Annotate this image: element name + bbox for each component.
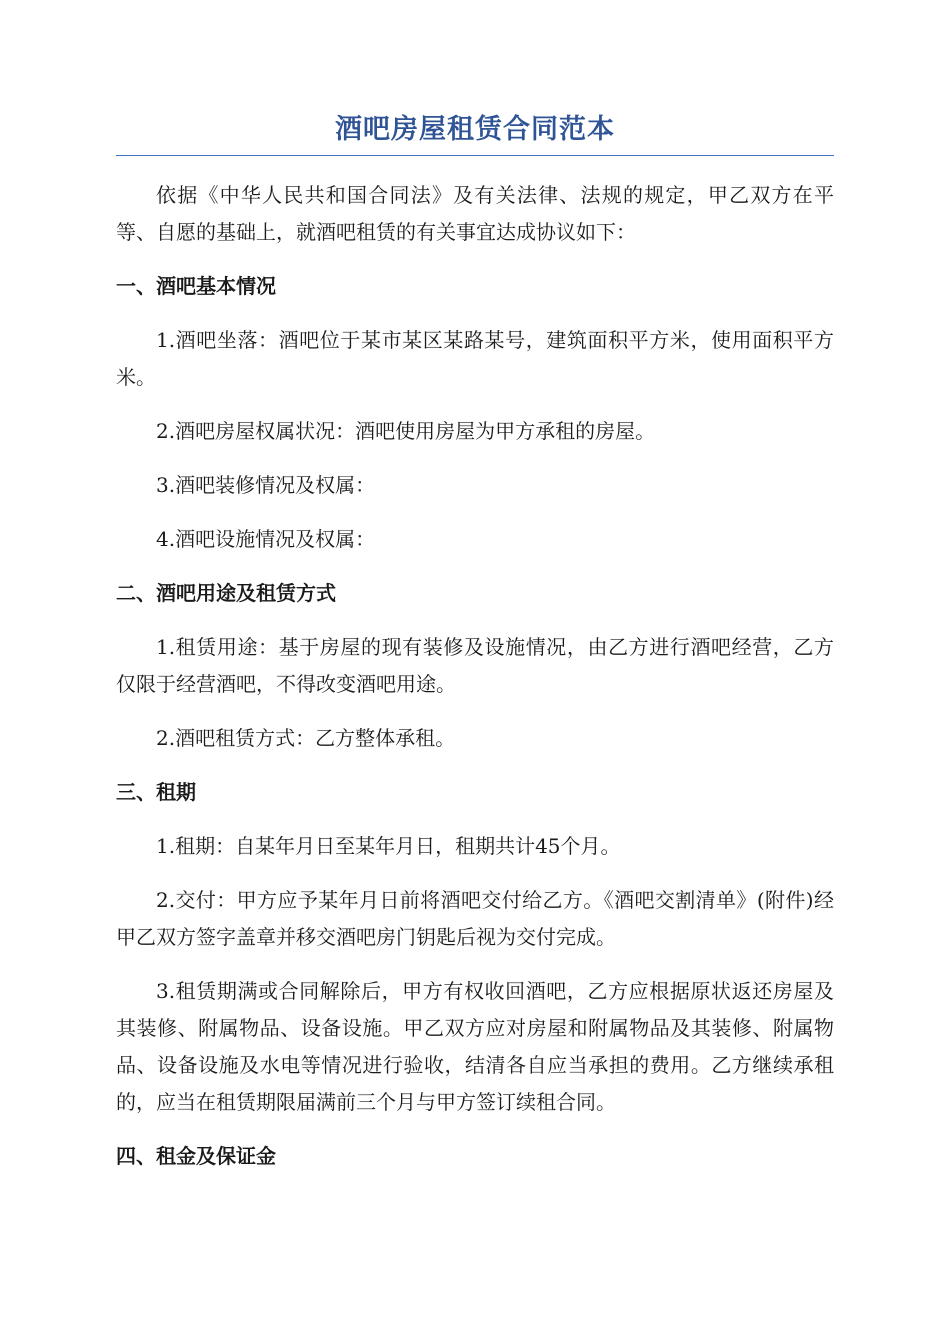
document-title: 酒吧房屋租赁合同范本 xyxy=(335,114,615,145)
section-3-item-2: 2.交付：甲方应予某年月日前将酒吧交付给乙方。《酒吧交割清单》(附件)经甲乙双方签字盖章并移交酒吧房门钥匙后视为交付完成。 xyxy=(116,888,834,949)
intro-paragraph: 依据《中华人民共和国合同法》及有关法律、法规的规定，甲乙双方在平等、自愿的基础上，就酒吧租赁的有关事宜达成协议如下： xyxy=(116,183,834,244)
document-page xyxy=(116,108,834,1175)
section-1-item-4: 4.酒吧设施情况及权属： xyxy=(156,527,376,551)
section-heading-3: 三、租期 xyxy=(116,780,196,804)
section-2-item-1: 1.租赁用途：基于房屋的现有装修及设施情况，由乙方进行酒吧经营，乙方仅限于经营酒吧，不得改变酒吧用途。 xyxy=(116,635,834,696)
section-1-item-3: 3.酒吧装修情况及权属： xyxy=(156,473,376,497)
section-1-item-1: 1.酒吧坐落：酒吧位于某市某区某路某号，建筑面积平方米，使用面积平方米。 xyxy=(116,328,834,389)
section-heading-2: 二、酒吧用途及租赁方式 xyxy=(116,581,336,605)
section-heading-1: 一、酒吧基本情况 xyxy=(116,274,276,298)
section-1-item-2: 2.酒吧房屋权属状况：酒吧使用房屋为甲方承租的房屋。 xyxy=(156,419,656,443)
section-3-item-3: 3.租赁期满或合同解除后，甲方有权收回酒吧，乙方应根据原状返还房屋及其装修、附属物品、设备设施。甲乙双方应对房屋和附属物品及其装修、附属物品、设备设施及水电等情况进行验收，结清各自应当承担的费用。乙方继续承租的，应当在租赁期限届满前三个月与甲方签订续租合同。 xyxy=(116,979,834,1114)
section-3-item-1: 1.租期：自某年月日至某年月日，租期共计45个月。 xyxy=(156,834,621,858)
section-2-item-2: 2.酒吧租赁方式：乙方整体承租。 xyxy=(156,726,456,750)
section-heading-4: 四、租金及保证金 xyxy=(116,1144,276,1168)
